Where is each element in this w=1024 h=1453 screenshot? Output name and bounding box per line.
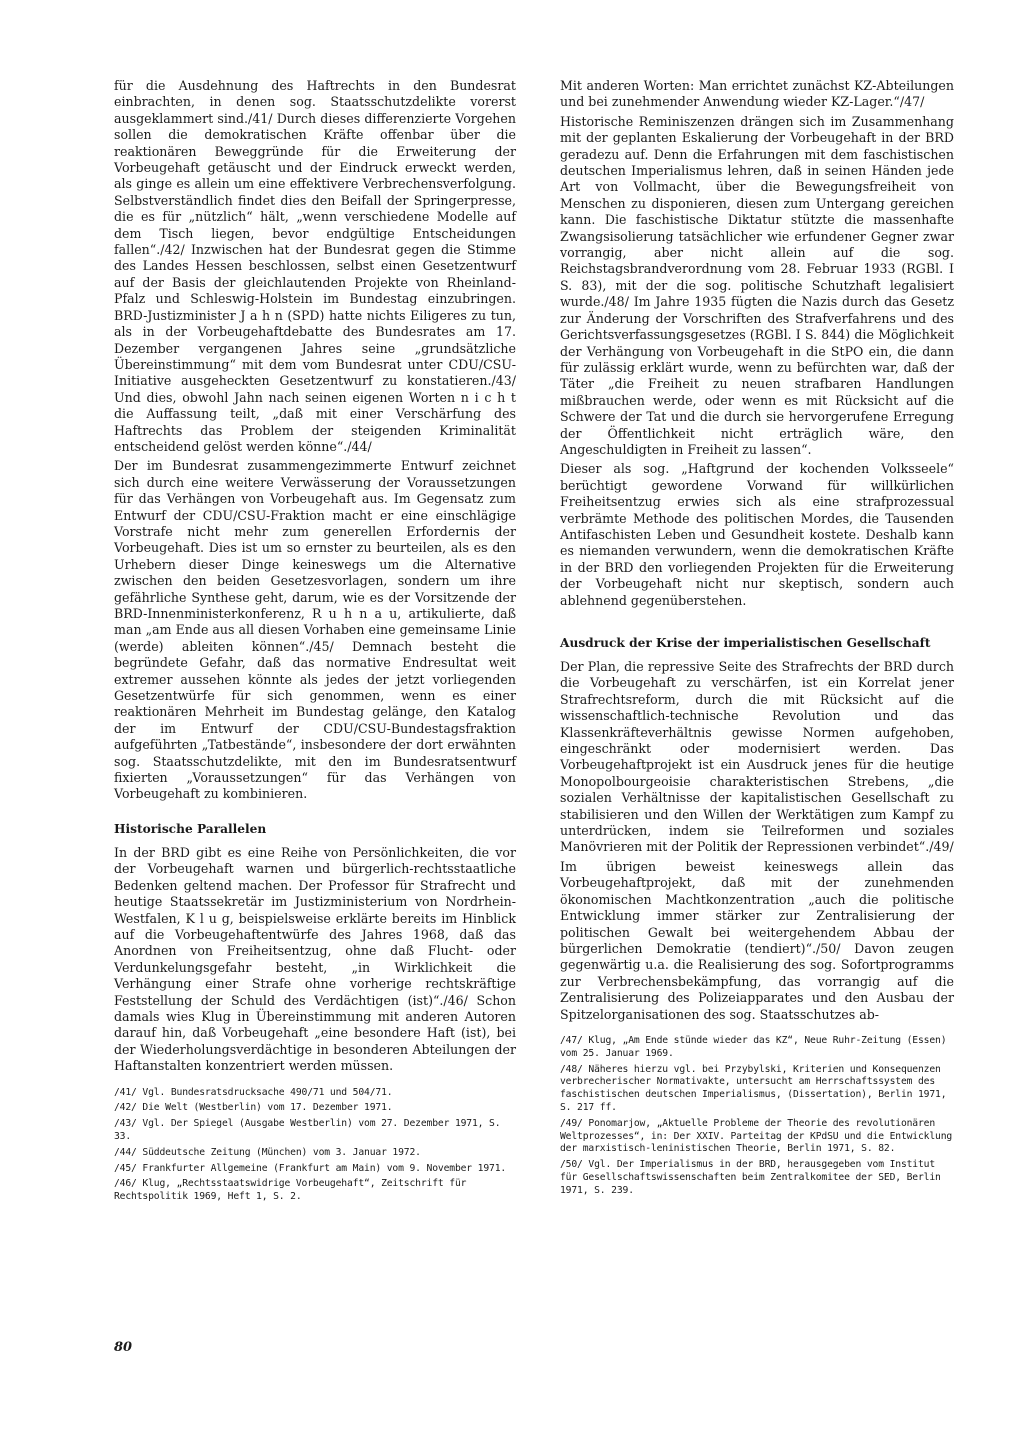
page-number: 80 — [114, 1340, 133, 1355]
section-heading: Ausdruck der Krise der imperialistischen Gesellschaft — [560, 636, 931, 650]
section-heading: Historische Parallelen — [114, 821, 267, 836]
body-paragraph: Der Plan, die repressive Seite des Strafrechts der BRD durch die Vorbeugehaft zu verschärfen, ist ein Korrelat jener Strafrechtsreform, durch die mit Rücksicht auf die wissenschaftlich-technische Revolution und das Klassenkräfteverhältnis gewisse Normen aufgehoben, eingeschränkt oder modernisiert werden. Das Vorbeugehaftprojekt ist ein Ausdruck jenes für die heutige Monopolbourgeoisie charakteristischen Strebens, „die sozialen Verhältnisse der kapitalistischen Gesellschaft zu stabilisieren und den Willen der Werktätigen zum Kampf zu unterdrücken, indem sie Teilreformen und soziales Manövrieren mit der Politik der Repressionen verbindet“./49/ — [560, 659, 954, 855]
footnote: /42/ Die Welt (Westberlin) vom 17. Dezember 1971. — [114, 1102, 393, 1114]
body-paragraph: für die Ausdehnung des Haftrechts in den Bundesrat einbrachten, in denen sog. Staatsschutzdelikte vorerst ausgeklammert sind./41/ Durch dieses differenzierte Vorgehen sollen die demokratischen Kräfte offenbar über die reaktionären Beweggründe für die Erweiterung der Vorbeugehaft getäuscht und der Eindruck erweckt werden, als ginge es allein um eine effektivere Verbrechensverfolgung. Selbstverständlich findet dies den Beifall der Springerpresse, die es für „nützlich“ hält, „wenn verschiedene Modelle auf dem Tisch liegen, bevor endgültige Entscheidungen fallen“./42/ Inzwischen hat der Bundesrat gegen die Stimme des Landes Hessen beschlossen, selbst einen Gesetzentwurf auf der Basis der gleichlautenden Projekte von Rheinland-Pfalz und Schleswig-Holstein im Bundestag einzubringen. BRD-Justizminister J a h n (SPD) hatte nichts Eiligeres zu tun, als in der Vorbeugehaftdebatte des Bundesrates am 17. Dezember vergangenen Jahres seine „grundsätzliche Übereinstimmung“ mit dem vom Bundesrat unter CDU/CSU-Initiative ausgeheckten Gesetzentwurf zu konstatieren./43/ Und dies, obwohl Jahn nach seinen eigenen Worten n i c h t die Auffassung teilt, „daß mit einer Verschärfung des Haftrechts das Problem der steigenden Kriminalität entscheidend gelöst werden könne“./44/ — [114, 78, 516, 454]
footnote: /47/ Klug, „Am Ende stünde wieder das KZ“, Neue Ruhr-Zeitung (Essen) vom 25. Januar 1969. — [560, 1034, 947, 1059]
body-paragraph: Der im Bundesrat zusammengezimmerte Entwurf zeichnet sich durch eine weitere Verwässerung der Voraussetzungen für das Verhängen von Vorbeugehaft aus. Im Gegensatz zum Entwurf der CDU/CSU-Fraktion macht er eine einschlägige Vorstrafe nicht mehr zum generellen Erfordernis der Vorbeugehaft. Dies ist um so ernster zu beurteilen, als es den Urhebern dieser Dinge keineswegs um die Alternative zwischen den beiden Gesetzesvorlagen, sondern um ihre gefährliche Synthese geht, darum, wie es der Vorsitzende der BRD-Innenministerkonferenz, R u h n a u, artikulierte, daß man „am Ende aus all diesen Vorhaben eine gemeinsame Linie (werde) ableiten können“./45/ Demnach besteht die begründete Gefahr, daß das normative Endresultat weit extremer aussehen könnte als jedes der jetzt vorliegenden Gesetzentwürfe für sich genommen, wenn es einer reaktionären Mehrheit im Bundestag gelänge, den Katalog der im Entwurf der CDU/CSU-Bundestagsfraktion aufgeführten „Tatbestände“, insbesondere der dort erwähnten sog. Staatsschutzdelikte, mit den im Bundesratsentwurf fixierten „Voraussetzungen“ für das Verhängen von Vorbeugehaft zu kombinieren. — [114, 458, 516, 802]
body-paragraph: Im übrigen beweist keineswegs allein das Vorbeugehaftprojekt, daß mit der zunehmenden ökonomischen Machtkonzentration „auch die politische Entwicklung immer stärker zur Zentralisierung der politischen Gewalt bei weitergehendem Abbau der bürgerlichen Demokratie (tendiert)“./50/ Davon zeugen gegenwärtig u.a. die Realisierung des sog. Sofortprogramms zur Verbrechensbekämpfung, das vorrangig auf die Zentralisierung des Polizeiapparates und den Ausbau der Spitzelorganisationen des sog. Staatsschutzes ab- — [560, 858, 954, 1022]
body-paragraph: Dieser als sog. „Haftgrund der kochenden Volksseele“ berüchtigt gewordene Vorwand für willkürlichen Freiheitsentzug erwies sich als eine strafprozessual verbrämte Methode des politischen Mordes, die Tausenden Antifaschisten Leben und Gesundheit kostete. Deshalb kann es niemanden verwundern, wenn die demokratischen Kräfte in der BRD den vorliegenden Projekten für die Erweiterung der Vorbeugehaft nicht nur skeptisch, sondern auch ablehnend gegenüberstehen. — [560, 461, 954, 608]
footnote: /50/ Vgl. Der Imperialismus in der BRD, herausgegeben vom Institut für Gesellschaftswissenschaften beim Zentralkomitee der SED, Berlin 1971, S. 239. — [560, 1159, 941, 1196]
footnote: /43/ Vgl. Der Spiegel (Ausgabe Westberlin) vom 27. Dezember 1971, S. 33. — [114, 1118, 501, 1142]
body-paragraph: In der BRD gibt es eine Reihe von Persönlichkeiten, die vor der Vorbeugehaft warnen und bürgerlich-rechtsstaatliche Bedenken geltend machen. Der Professor für Strafrecht und heutige Staatssekretär im Justizministerium von Nordrhein-Westfalen, K l u g, beispielsweise erklärte bereits im Hinblick auf die Vorbeugehaftentwürfe des Jahres 1968, daß das Anordnen von Freiheitsentzug, ohne daß Flucht- oder Verdunkelungsgefahr besteht, „in Wirklichkeit die Verhängung einer Strafe ohne vorherige rechtskräftige Feststellung der Schuld des Verdächtigen (ist)“./46/ Schon damals wies Klug in Übereinstimmung mit anderen Autoren darauf hin, daß Vorbeugehaft „eine besondere Haft (ist), bei der Wiederholungsverdächtige in besonderen Abteilungen der Haftanstalten konzentriert werden müssen. — [114, 844, 516, 1074]
footnote: /49/ Ponomarjow, „Aktuelle Probleme der Theorie des revolutionären Weltprozesses“, in: Der XXIV. Parteitag der KPdSU und die Entwicklung der marxistisch-leninistischen Theorie, Berlin 1971, S. 82. — [560, 1117, 953, 1155]
right-column — [560, 78, 954, 1201]
footnotes — [114, 1087, 516, 1204]
footnote: /46/ Klug, „Rechtsstaatswidrige Vorbeugehaft“, Zeitschrift für Rechtspolitik 1969, Heft 1, S. 2. — [114, 1178, 467, 1203]
footnote: /48/ Näheres hierzu vgl. bei Przybylski, Kriterien und Konsequenzen verbrecherischer Normativakte, untersucht am Herrschaftssystem des faschistischen deutschen Imperialismus, (Dissertation), Berlin 1971, S. 217 ff. — [560, 1063, 947, 1113]
footnote: /41/ Vgl. Bundesratsdrucksache 490/71 und 504/71. — [114, 1086, 393, 1098]
left-column — [114, 78, 516, 1207]
body-paragraph: Historische Reminiszenzen drängen sich im Zusammenhang mit der geplanten Eskalierung der Vorbeugehaft in der BRD geradezu auf. Denn die Erfahrungen mit dem faschistischen deutschen Imperialismus lehren, daß in seinen Händen jede Art von Vollmacht, über die Bewegungsfreiheit von Menschen zu disponieren, diesen zum Untergang gereichen kann. Die faschistische Diktatur stützte die massenhafte Zwangsisolierung tatsächlicher wie erfundener Gegner zwar vorrangig, aber nicht allein auf die sog. Reichstagsbrandverordnung vom 28. Februar 1933 (RGBl. I S. 83), mit der die sog. politische Schutzhaft legalisiert wurde./48/ Im Jahre 1935 fügten die Nazis durch das Gesetz zur Änderung der Vorschriften des Strafverfahrens und des Gerichtsverfassungsgesetzes (RGBl. I S. 844) die Möglichkeit der Verhängung von Vorbeugehaft in die StPO ein, die dann für zulässig erklärt wurde, wenn zu befürchten war, daß der Täter „die Freiheit zu neuen strafbaren Handlungen mißbrauchen werde, oder wenn es mit Rücksicht auf die Schwere der Tat und die durch sie hervorgerufene Erregung der Öffentlichkeit nicht erträglich wäre, den Angeschuldigten in Freiheit zu lassen“. — [560, 113, 954, 457]
footnotes — [560, 1035, 954, 1198]
body-paragraph: Mit anderen Worten: Man errichtet zunächst KZ-Abteilungen und bei zunehmender Anwendung wieder KZ-Lager.“/47/ — [560, 78, 954, 110]
footnote: /44/ Süddeutsche Zeitung (München) vom 3. Januar 1972. — [114, 1146, 421, 1158]
footnote: /45/ Frankfurter Allgemeine (Frankfurt am Main) vom 9. November 1971. — [114, 1162, 507, 1174]
